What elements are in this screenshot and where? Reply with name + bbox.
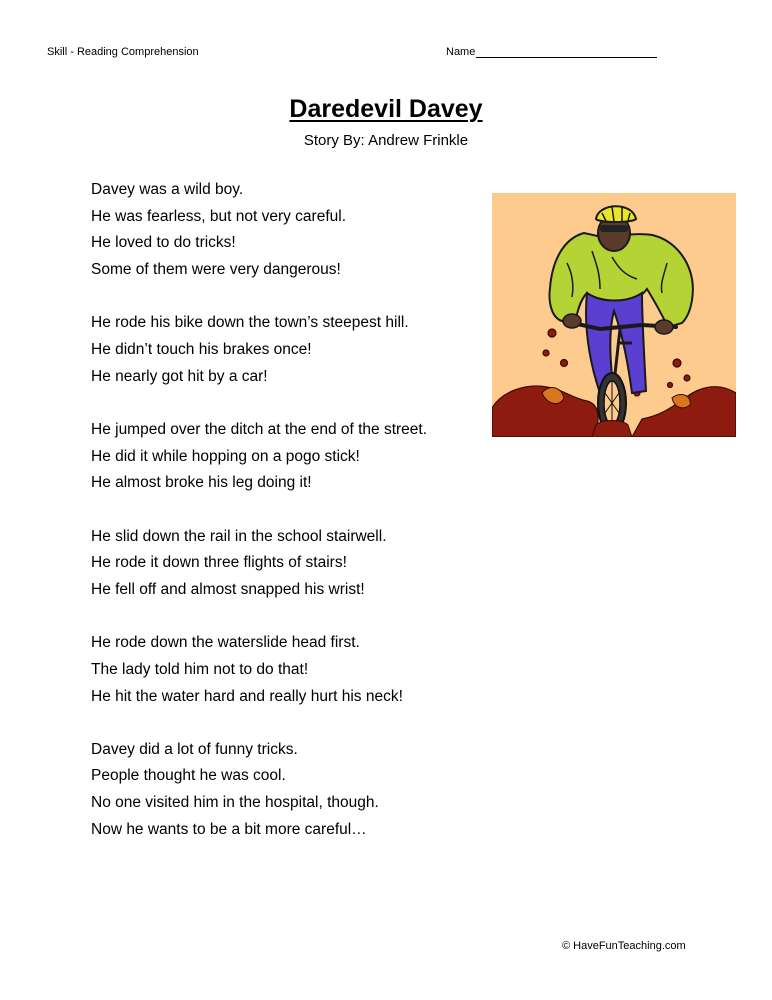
copyright-footer: © HaveFunTeaching.com bbox=[562, 940, 686, 952]
stanza bbox=[91, 524, 491, 604]
skill-label: Skill - Reading Comprehension bbox=[47, 46, 199, 58]
story-line: He fell off and almost snapped his wrist! bbox=[91, 580, 365, 598]
story-line: He rode down the waterslide head first. bbox=[91, 634, 360, 652]
name-label: Name bbox=[446, 46, 476, 58]
stanza bbox=[91, 417, 491, 497]
story-line: He nearly got hit by a car! bbox=[91, 367, 268, 385]
story-line: He did it while hopping on a pogo stick! bbox=[91, 447, 360, 465]
story-line: The lady told him not to do that! bbox=[91, 660, 309, 678]
stanza bbox=[91, 630, 491, 710]
name-blank-line bbox=[476, 46, 657, 58]
story-line: He hit the water hard and really hurt his neck! bbox=[91, 687, 403, 705]
story-line: Davey was a wild boy. bbox=[91, 181, 244, 198]
stanza bbox=[91, 177, 491, 284]
story-byline: Story By: Andrew Frinkle bbox=[303, 132, 469, 149]
story-line: He rode it down three flights of stairs! bbox=[91, 554, 347, 572]
story-line: He slid down the rail in the school stairwell. bbox=[91, 527, 387, 545]
story-line: Davey did a lot of funny tricks. bbox=[91, 740, 298, 758]
name-field bbox=[446, 46, 657, 58]
story-body bbox=[91, 177, 491, 870]
story-line: He jumped over the ditch at the end of the street. bbox=[91, 420, 428, 438]
story-line: He almost broke his leg doing it! bbox=[91, 474, 312, 492]
story-line: No one visited him in the hospital, though. bbox=[91, 794, 379, 812]
story-line: He loved to do tricks! bbox=[91, 234, 236, 252]
story-line: He didn’t touch his brakes once! bbox=[91, 341, 312, 359]
story-line: He rode his bike down the town’s steepest hill. bbox=[91, 314, 409, 332]
story-line: Some of them were very dangerous! bbox=[91, 261, 341, 279]
story-line: People thought he was cool. bbox=[91, 767, 286, 785]
story-line: Now he wants to be a bit more careful… bbox=[91, 820, 367, 838]
story-line: He was fearless, but not very careful. bbox=[91, 207, 347, 225]
mountain-biker-illustration bbox=[492, 193, 736, 437]
stanza bbox=[91, 310, 491, 390]
stanza bbox=[91, 737, 491, 844]
story-title: Daredevil Davey bbox=[289, 95, 483, 123]
